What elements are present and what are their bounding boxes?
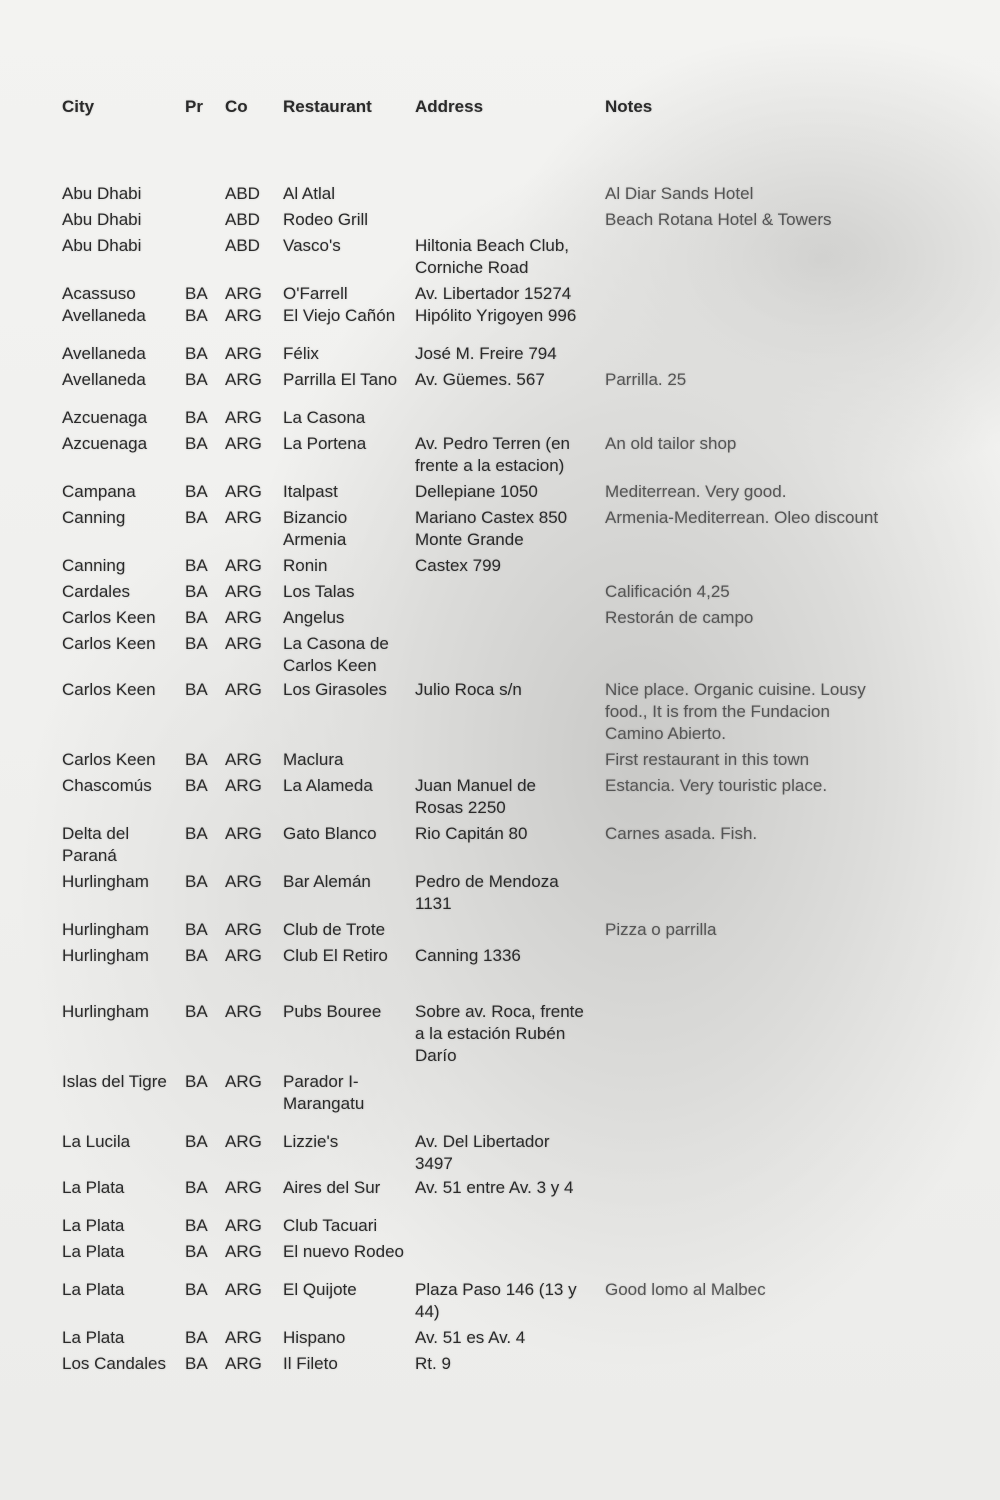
table-row xyxy=(62,283,962,305)
row-notes: Carnes asada. Fish. xyxy=(605,824,758,843)
row-province: BA xyxy=(185,824,208,843)
row-restaurant: Hispano xyxy=(283,1328,346,1347)
row-city: Abu Dhabi xyxy=(62,184,142,203)
table-row xyxy=(62,945,962,967)
table-row xyxy=(62,481,962,503)
row-city: Hurlingham xyxy=(62,872,149,891)
row-city: Canning xyxy=(62,508,126,527)
row-address: Rio Capitán 80 xyxy=(415,824,528,843)
row-country: ARG xyxy=(225,680,262,699)
row-province: BA xyxy=(185,1242,208,1261)
row-province: BA xyxy=(185,408,208,427)
row-province: BA xyxy=(185,776,208,795)
row-notes: Al Diar Sands Hotel xyxy=(605,184,754,203)
row-city: Azcuenaga xyxy=(62,408,148,427)
header-province: Pr xyxy=(185,97,203,116)
row-restaurant: El Viejo Cañón xyxy=(283,306,396,325)
row-city: Islas del Tigre xyxy=(62,1072,167,1091)
table-row xyxy=(62,1279,962,1323)
row-address: Juan Manuel de Rosas 2250 xyxy=(415,776,536,817)
row-city: Abu Dhabi xyxy=(62,210,142,229)
row-address: Av. 51 es Av. 4 xyxy=(415,1328,526,1347)
row-province: BA xyxy=(185,608,208,627)
row-country: ARG xyxy=(225,1280,262,1299)
row-notes: Calificación 4,25 xyxy=(605,582,730,601)
row-restaurant: Maclura xyxy=(283,750,344,769)
table-row xyxy=(62,1001,962,1067)
row-city: Avellaneda xyxy=(62,344,146,363)
row-city: La Plata xyxy=(62,1280,125,1299)
row-province: BA xyxy=(185,750,208,769)
row-city: Campana xyxy=(62,482,136,501)
row-address: Canning 1336 xyxy=(415,946,521,965)
table-row xyxy=(62,823,962,867)
row-country: ARG xyxy=(225,1354,262,1373)
row-restaurant: Gato Blanco xyxy=(283,824,377,843)
row-country: ARG xyxy=(225,1242,262,1261)
row-province: BA xyxy=(185,434,208,453)
row-city: La Plata xyxy=(62,1242,125,1261)
row-city: La Plata xyxy=(62,1178,125,1197)
row-restaurant: Aires del Sur xyxy=(283,1178,381,1197)
table-row xyxy=(62,1241,962,1263)
row-city: Avellaneda xyxy=(62,370,146,389)
row-country: ARG xyxy=(225,370,262,389)
row-city: Los Candales xyxy=(62,1354,166,1373)
row-restaurant: Pubs Bouree xyxy=(283,1002,382,1021)
table-row xyxy=(62,209,962,231)
row-country: ARG xyxy=(225,1072,262,1091)
table-row xyxy=(62,607,962,629)
row-notes: Beach Rotana Hotel & Towers xyxy=(605,210,832,229)
row-province: BA xyxy=(185,1072,208,1091)
header-country: Co xyxy=(225,97,248,116)
row-country: ARG xyxy=(225,434,262,453)
table-row xyxy=(62,183,962,205)
table-row xyxy=(62,1131,962,1175)
row-province: BA xyxy=(185,582,208,601)
row-province: BA xyxy=(185,508,208,527)
row-province: BA xyxy=(185,1132,208,1151)
row-province: BA xyxy=(185,1354,208,1373)
row-country: ARG xyxy=(225,946,262,965)
row-country: ARG xyxy=(225,306,262,325)
row-address: Dellepiane 1050 xyxy=(415,482,538,501)
row-province: BA xyxy=(185,634,208,653)
header-restaurant: Restaurant xyxy=(283,97,372,116)
row-address: Hipólito Yrigoyen 996 xyxy=(415,306,577,325)
row-restaurant: La Casona xyxy=(283,408,366,427)
row-notes: Mediterrean. Very good. xyxy=(605,482,787,501)
row-province: BA xyxy=(185,1178,208,1197)
row-country: ARG xyxy=(225,1216,262,1235)
row-restaurant: Félix xyxy=(283,344,319,363)
table-row xyxy=(62,633,962,677)
row-country: ARG xyxy=(225,1178,262,1197)
row-restaurant: Il Fileto xyxy=(283,1354,338,1373)
row-country: ABD xyxy=(225,184,260,203)
row-restaurant: Club Tacuari xyxy=(283,1216,378,1235)
table-row xyxy=(62,433,962,477)
row-address: Av. 51 entre Av. 3 y 4 xyxy=(415,1178,574,1197)
row-notes: Armenia-Mediterrean. Oleo discount xyxy=(605,508,879,527)
row-restaurant: El Quijote xyxy=(283,1280,357,1299)
row-restaurant: Los Talas xyxy=(283,582,355,601)
row-province: BA xyxy=(185,556,208,575)
row-notes: Pizza o parrilla xyxy=(605,920,717,939)
table-row xyxy=(62,305,962,327)
row-city: Hurlingham xyxy=(62,920,149,939)
row-country: ARG xyxy=(225,556,262,575)
row-restaurant: La Portena xyxy=(283,434,367,453)
row-country: ARG xyxy=(225,750,262,769)
row-restaurant: O'Farrell xyxy=(283,284,348,303)
row-restaurant: Club de Trote xyxy=(283,920,386,939)
row-province: BA xyxy=(185,680,208,699)
row-address: Rt. 9 xyxy=(415,1354,451,1373)
row-restaurant: Al Atlal xyxy=(283,184,335,203)
table-row xyxy=(62,919,962,941)
row-country: ARG xyxy=(225,776,262,795)
row-country: ARG xyxy=(225,608,262,627)
row-city: Abu Dhabi xyxy=(62,236,142,255)
row-notes: Restorán de campo xyxy=(605,608,754,627)
table-row xyxy=(62,871,962,915)
row-restaurant: Ronin xyxy=(283,556,328,575)
header-address: Address xyxy=(415,97,484,116)
row-country: ARG xyxy=(225,920,262,939)
table-row xyxy=(62,407,962,429)
row-province: BA xyxy=(185,872,208,891)
row-notes: Estancia. Very touristic place. xyxy=(605,776,828,795)
table-body xyxy=(62,183,962,1375)
row-address: Av. Libertador 15274 xyxy=(415,284,572,303)
row-notes: Parrilla. 25 xyxy=(605,370,687,389)
header-city: City xyxy=(62,97,95,116)
row-country: ARG xyxy=(225,1132,262,1151)
row-country: ABD xyxy=(225,236,260,255)
row-city: La Plata xyxy=(62,1216,125,1235)
row-province: BA xyxy=(185,946,208,965)
row-province: BA xyxy=(185,1280,208,1299)
table-row xyxy=(62,343,962,365)
row-city: Chascomús xyxy=(62,776,152,795)
table-row xyxy=(62,555,962,577)
row-province: BA xyxy=(185,306,208,325)
row-country: ARG xyxy=(225,824,262,843)
row-city: Cardales xyxy=(62,582,131,601)
row-address: Hiltonia Beach Club, Corniche Road xyxy=(415,236,570,277)
row-province: BA xyxy=(185,1328,208,1347)
row-country: ARG xyxy=(225,582,262,601)
row-province: BA xyxy=(185,1216,208,1235)
row-notes: Nice place. Organic cuisine. Lousy food., It is from the Fundacion Camino Abierto. xyxy=(605,680,866,743)
header-notes: Notes xyxy=(605,97,653,116)
row-city: Hurlingham xyxy=(62,1002,149,1021)
table-row xyxy=(62,1353,962,1375)
row-city: Acassuso xyxy=(62,284,136,303)
row-country: ARG xyxy=(225,408,262,427)
row-city: Hurlingham xyxy=(62,946,149,965)
row-country: ARG xyxy=(225,1002,262,1021)
row-city: Carlos Keen xyxy=(62,680,156,699)
row-country: ARG xyxy=(225,634,262,653)
table-row xyxy=(62,507,962,551)
table-row xyxy=(62,1177,962,1199)
row-country: ARG xyxy=(225,284,262,303)
table-header xyxy=(62,96,962,118)
row-province: BA xyxy=(185,344,208,363)
row-restaurant: Bar Alemán xyxy=(283,872,371,891)
row-notes: An old tailor shop xyxy=(605,434,737,453)
row-city: La Lucila xyxy=(62,1132,131,1151)
row-province: BA xyxy=(185,482,208,501)
row-city: Avellaneda xyxy=(62,306,146,325)
table-row xyxy=(62,1215,962,1237)
restaurant-table xyxy=(62,96,962,1379)
row-city: Carlos Keen xyxy=(62,634,156,653)
row-address: José M. Freire 794 xyxy=(415,344,557,363)
row-city: La Plata xyxy=(62,1328,125,1347)
row-country: ARG xyxy=(225,508,262,527)
row-restaurant: La Alameda xyxy=(283,776,373,795)
row-notes: First restaurant in this town xyxy=(605,750,810,769)
table-row xyxy=(62,369,962,391)
row-city: Carlos Keen xyxy=(62,608,156,627)
table-row xyxy=(62,1327,962,1349)
table-row xyxy=(62,679,962,745)
row-address: Sobre av. Roca, frente a la estación Rubén Darío xyxy=(415,1002,584,1065)
row-country: ARG xyxy=(225,872,262,891)
row-province: BA xyxy=(185,284,208,303)
row-address: Plaza Paso 146 (13 y 44) xyxy=(415,1280,577,1321)
row-restaurant: Club El Retiro xyxy=(283,946,388,965)
row-city: Azcuenaga xyxy=(62,434,148,453)
row-address: Julio Roca s/n xyxy=(415,680,522,699)
row-restaurant: La Casona de Carlos Keen xyxy=(283,634,389,675)
row-province: BA xyxy=(185,1002,208,1021)
row-address: Mariano Castex 850 Monte Grande xyxy=(415,508,568,549)
row-notes: Good lomo al Malbec xyxy=(605,1280,766,1299)
row-restaurant: Lizzie's xyxy=(283,1132,339,1151)
row-restaurant: Bizancio Armenia xyxy=(283,508,348,549)
row-restaurant: Italpast xyxy=(283,482,338,501)
row-city: Delta del Paraná xyxy=(62,824,130,865)
row-country: ARG xyxy=(225,482,262,501)
row-restaurant: El nuevo Rodeo xyxy=(283,1242,404,1261)
row-address: Av. Pedro Terren (en frente a la estacion) xyxy=(415,434,570,475)
row-restaurant: Angelus xyxy=(283,608,345,627)
row-restaurant: Parador I- Marangatu xyxy=(283,1072,365,1113)
row-province: BA xyxy=(185,370,208,389)
row-restaurant: Parrilla El Tano xyxy=(283,370,398,389)
row-address: Av. Del Libertador 3497 xyxy=(415,1132,550,1173)
table-row xyxy=(62,749,962,771)
row-province: BA xyxy=(185,920,208,939)
row-city: Canning xyxy=(62,556,126,575)
row-city: Carlos Keen xyxy=(62,750,156,769)
row-address: Castex 799 xyxy=(415,556,501,575)
table-row xyxy=(62,235,962,279)
table-row xyxy=(62,581,962,603)
row-restaurant: Vasco's xyxy=(283,236,341,255)
row-address: Pedro de Mendoza 1131 xyxy=(415,872,559,913)
table-row xyxy=(62,1071,962,1115)
row-country: ARG xyxy=(225,344,262,363)
row-country: ABD xyxy=(225,210,260,229)
row-restaurant: Los Girasoles xyxy=(283,680,387,699)
row-country: ARG xyxy=(225,1328,262,1347)
table-row xyxy=(62,775,962,819)
row-restaurant: Rodeo Grill xyxy=(283,210,369,229)
row-address: Av. Güemes. 567 xyxy=(415,370,545,389)
